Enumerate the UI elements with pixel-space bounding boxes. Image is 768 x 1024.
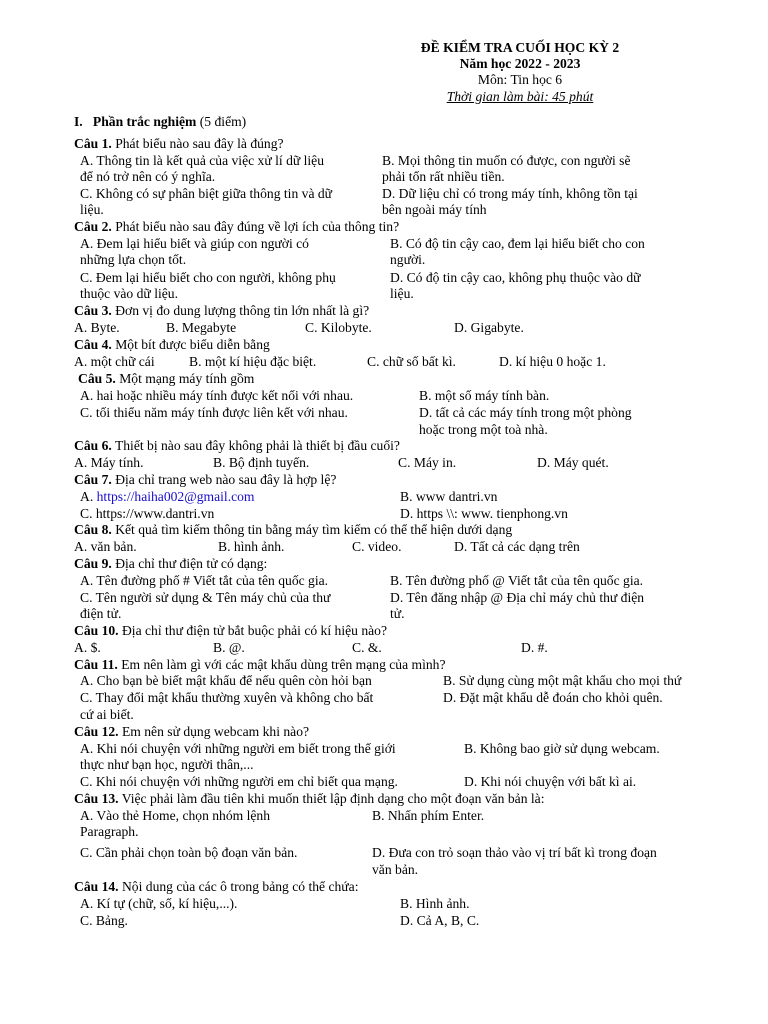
- q14-option-a: A. Kí tự (chữ, số, kí hiệu,...).: [80, 896, 238, 911]
- question-text: Địa chỉ thư điện tử bắt buộc phải có kí hiệu nào?: [121, 623, 387, 638]
- q12-option-d: D. Khi nói chuyện với bất kì ai.: [464, 774, 637, 789]
- question-text: Địa chỉ trang web nào sau đây là hợp lệ?: [115, 472, 337, 487]
- section-title: Phần trắc nghiệm: [92, 114, 197, 129]
- q4-option-c: C. chữ số bất kì.: [367, 354, 456, 369]
- q1-option-b-cont: phải tốn rất nhiều tiền.: [382, 169, 505, 184]
- question-text: Thiết bị nào sau đây không phải là thiết bị đầu cuối?: [114, 438, 400, 453]
- q11-option-b: B. Sử dụng cùng một mật khẩu cho mọi thứ: [443, 673, 682, 688]
- question-label: Câu 8.: [74, 522, 112, 537]
- q12-option-a: A. Khi nói chuyện với những người em biết trong thế giới: [80, 741, 396, 756]
- question-text: Một mạng máy tính gồm: [119, 371, 255, 386]
- q2-option-d: D. Có độ tin cậy cao, không phụ thuộc vào dữ: [390, 270, 641, 285]
- q10-option-b: B. @.: [213, 640, 245, 655]
- question-text: Phát biểu nào sau đây đúng về lợi ích của thông tin?: [115, 219, 400, 234]
- q8-option-d: D. Tất cả các dạng trên: [454, 539, 580, 554]
- question-4: [74, 337, 270, 354]
- question-label: Câu 5.: [78, 371, 116, 386]
- q4-option-a: A. một chữ cái: [74, 354, 155, 369]
- q14-option-b: B. Hình ảnh.: [400, 896, 470, 911]
- q2-option-c-cont: thuộc vào dữ liệu.: [80, 286, 178, 301]
- q1-option-c: C. Không có sự phân biệt giữa thông tin và dữ: [80, 186, 333, 201]
- exam-duration: [320, 89, 720, 106]
- q3-option-b: B. Megabyte: [166, 320, 237, 335]
- option-prefix: A.: [80, 489, 94, 504]
- email-link[interactable]: https://haiha002@gmail.com: [96, 489, 255, 504]
- q1-option-b: B. Mọi thông tin muốn có được, con người sẽ: [382, 153, 631, 168]
- question-8: [74, 522, 512, 539]
- question-label: Câu 4.: [74, 337, 112, 352]
- q10-option-d: D. #.: [521, 640, 548, 655]
- q5-option-b: B. một số máy tính bàn.: [419, 388, 550, 403]
- school-year: Năm học 2022 - 2023: [459, 56, 581, 71]
- question-text: Nội dung của các ô trong bảng có thể chứa:: [121, 879, 359, 894]
- q7-option-d: D. https \\: www. tienphong.vn: [400, 506, 568, 521]
- question-11: [74, 657, 446, 674]
- q1-option-a-cont: để nó trở nên có ý nghĩa.: [80, 169, 216, 184]
- question-label: Câu 9.: [74, 556, 112, 571]
- question-label: Câu 3.: [74, 303, 112, 318]
- question-5: [78, 371, 254, 388]
- question-text: Phát biểu nào sau đây là đúng?: [115, 136, 284, 151]
- q13-option-d: D. Đưa con trỏ soạn thảo vào vị trí bất kì trong đoạn: [372, 845, 657, 860]
- q12-option-b: B. Không bao giờ sử dụng webcam.: [464, 741, 660, 756]
- q8-option-b: B. hình ảnh.: [218, 539, 285, 554]
- q10-option-a: A. $.: [74, 640, 101, 655]
- question-label: Câu 2.: [74, 219, 112, 234]
- q3-option-a: A. Byte.: [74, 320, 120, 335]
- question-2: [74, 219, 399, 236]
- subject: Môn: Tin học 6: [477, 72, 563, 87]
- q4-option-b: B. một kí hiệu đặc biệt.: [189, 354, 317, 369]
- q1-option-d: D. Dữ liệu chỉ có trong máy tính, không tồn tại: [382, 186, 638, 201]
- q12-option-c: C. Khi nói chuyện với những người em chỉ biết qua mạng.: [80, 774, 398, 789]
- question-label: Câu 11.: [74, 657, 118, 672]
- q9-option-d: D. Tên đăng nhập @ Địa chỉ máy chủ thư điện: [390, 590, 645, 605]
- question-label: Câu 6.: [74, 438, 112, 453]
- q13-option-d-cont: văn bản.: [372, 862, 419, 877]
- q9-option-b: B. Tên đường phố @ Viết tắt của tên quốc gia.: [390, 573, 644, 588]
- q6-option-c: C. Máy in.: [398, 455, 457, 470]
- q2-option-b: B. Có độ tin cậy cao, đem lại hiểu biết cho con: [390, 236, 645, 251]
- question-9: [74, 556, 267, 573]
- q11-option-d: D. Đặt mật khẩu dễ đoán cho khỏi quên.: [443, 690, 663, 705]
- q10-option-c: C. &.: [352, 640, 382, 655]
- question-1: [74, 136, 284, 153]
- q12-option-a-cont: thực như bạn học, người thân,...: [80, 757, 254, 772]
- q3-option-c: C. Kilobyte.: [305, 320, 372, 335]
- question-label: Câu 13.: [74, 791, 119, 806]
- q7-option-a: [80, 489, 255, 506]
- question-14: [74, 879, 358, 896]
- q11-option-c-cont: cứ ai biết.: [80, 707, 134, 722]
- q1-option-c-cont: liệu.: [80, 202, 104, 217]
- question-label: Câu 7.: [74, 472, 112, 487]
- q3-option-d: D. Gigabyte.: [454, 320, 524, 335]
- q13-option-b: B. Nhấn phím Enter.: [372, 808, 485, 823]
- q9-option-d-cont: tử.: [390, 606, 405, 621]
- q13-option-c: C. Cần phải chọn toàn bộ đoạn văn bản.: [80, 845, 298, 860]
- q8-option-c: C. video.: [352, 539, 402, 554]
- question-text: Kết quả tìm kiếm thông tin bằng máy tìm kiếm có thể thể hiện dưới dạng: [115, 522, 513, 537]
- question-text: Em nên sử dụng webcam khi nào?: [121, 724, 310, 739]
- question-label: Câu 10.: [74, 623, 119, 638]
- question-text: Địa chỉ thư điện tử có dạng:: [115, 556, 268, 571]
- q11-option-a: A. Cho bạn bè biết mật khẩu để nếu quên còn hỏi bạn: [80, 673, 372, 688]
- q5-option-a: A. hai hoặc nhiều máy tính được kết nối với nhau.: [80, 388, 354, 403]
- q1-option-d-cont: bên ngoài máy tính: [382, 202, 487, 217]
- q2-option-a: A. Đem lại hiểu biết và giúp con người có: [80, 236, 309, 251]
- question-7: [74, 472, 336, 489]
- q14-option-c: C. Bảng.: [80, 913, 128, 928]
- q9-option-a: A. Tên đường phố # Viết tắt của tên quốc gia.: [80, 573, 329, 588]
- question-6: [74, 438, 400, 455]
- question-3: [74, 303, 369, 320]
- question-text: Một bít được biểu diễn bằng: [115, 337, 270, 352]
- section-points: (5 điểm): [199, 114, 247, 129]
- q6-option-d: D. Máy quét.: [537, 455, 609, 470]
- question-label: Câu 1.: [74, 136, 112, 151]
- q2-option-a-cont: những lựa chọn tốt.: [80, 252, 187, 267]
- question-13: [74, 791, 545, 808]
- exam-duration-text: Thời gian làm bài: 45 phút: [446, 89, 594, 104]
- q5-option-d: D. tất cả các máy tính trong một phòng: [419, 405, 632, 420]
- q5-option-d-cont: hoặc trong một toà nhà.: [419, 422, 548, 437]
- q2-option-c: C. Đem lại hiểu biết cho con người, không phụ: [80, 270, 336, 285]
- section-heading: [74, 114, 246, 131]
- question-label: Câu 14.: [74, 879, 119, 894]
- question-label: Câu 12.: [74, 724, 119, 739]
- q8-option-a: A. văn bản.: [74, 539, 137, 554]
- q7-option-b: B. www dantri.vn: [400, 489, 498, 504]
- q5-option-c: C. tối thiểu năm máy tính được liên kết với nhau.: [80, 405, 348, 420]
- question-10: [74, 623, 387, 640]
- exam-title: ĐỀ KIỂM TRA CUỐI HỌC KỲ 2: [420, 40, 620, 55]
- q13-option-a: A. Vào thẻ Home, chọn nhóm lệnh: [80, 808, 271, 823]
- q14-option-d: D. Cả A, B, C.: [400, 913, 480, 928]
- q2-option-b-cont: người.: [390, 252, 426, 267]
- q6-option-a: A. Máy tính.: [74, 455, 144, 470]
- question-12: [74, 724, 309, 741]
- q2-option-d-cont: liệu.: [390, 286, 414, 301]
- q4-option-d: D. kí hiệu 0 hoặc 1.: [499, 354, 606, 369]
- question-text: Việc phải làm đầu tiên khi muốn thiết lập định dạng cho một đoạn văn bản là:: [121, 791, 545, 806]
- q6-option-b: B. Bộ định tuyến.: [213, 455, 310, 470]
- section-number: I.: [74, 114, 83, 129]
- question-text: Đơn vị đo dung lượng thông tin lớn nhất là gì?: [115, 303, 370, 318]
- q11-option-c: C. Thay đổi mật khẩu thường xuyên và không cho bất: [80, 690, 374, 705]
- q1-option-a: A. Thông tin là kết quả của việc xử lí dữ liệu: [80, 153, 325, 168]
- q9-option-c-cont: điện tử.: [80, 606, 122, 621]
- q13-option-a-cont: Paragraph.: [80, 824, 139, 839]
- q7-option-c: C. https://www.dantri.vn: [80, 506, 215, 521]
- question-text: Em nên làm gì với các mật khẩu dùng trên mạng của mình?: [121, 657, 446, 672]
- q9-option-c: C. Tên người sử dụng & Tên máy chủ của thư: [80, 590, 331, 605]
